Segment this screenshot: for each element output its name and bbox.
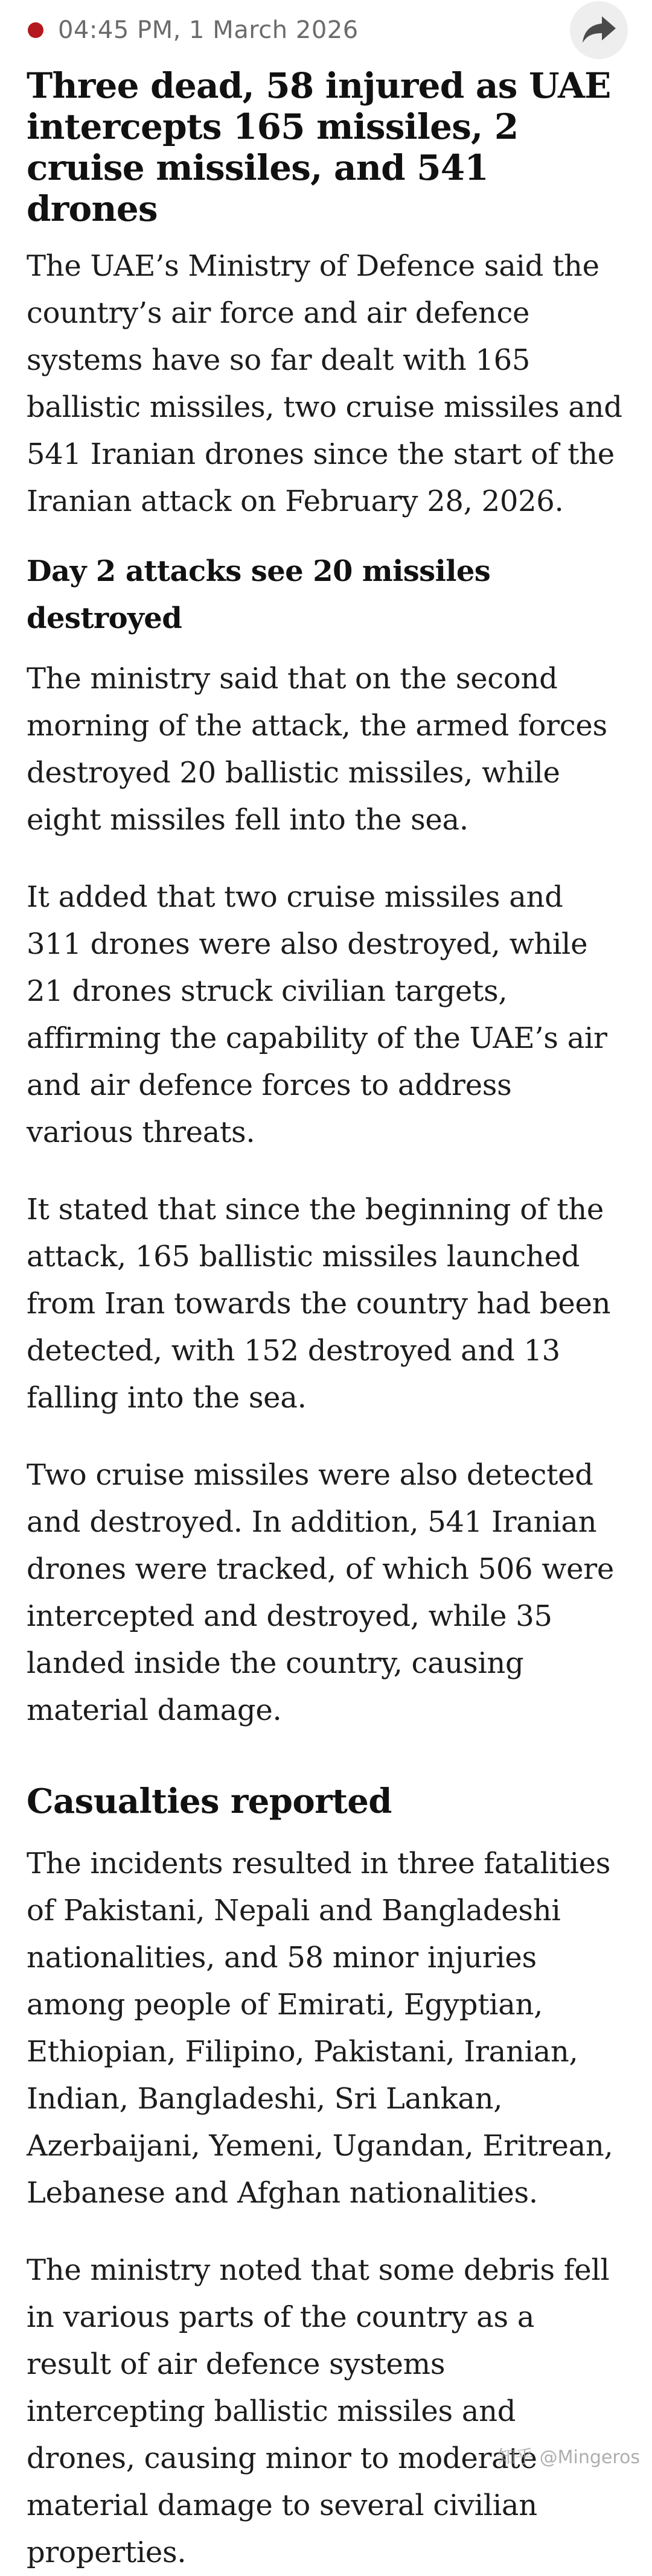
article-topbar: [27, 0, 625, 60]
article-paragraph-2: It added that two cruise missiles and 311 drones were also destroyed, while 21 drones struck civilian targets, affirming the capability of the UAE’s air and air defence forces to address various threats.: [27, 880, 607, 1149]
article-paragraph-4: Two cruise missiles were also detected and destroyed. In addition, 541 Iranian drones were tracked, of which 506 were intercepted and destroyed, while 35 landed inside the country, causing material damage.: [27, 1458, 614, 1727]
share-arrow-icon: [581, 15, 617, 45]
article-paragraph-3: It stated that since the beginning of the attack, 165 ballistic missiles launched from Iran towards the country had been detected, with 152 destroyed and 13 falling into the sea.: [27, 1193, 611, 1415]
article-paragraph-5: The incidents resulted in three fatalities of Pakistani, Nepali and Bangladeshi nationalities, and 58 minor injuries among people of Emirati, Egyptian, Ethiopian, Filipino, Pakistani, Iranian, Indian, Bangladeshi, Sri Lankan, Azerbaijani, Yemeni, Ugandan, Eritrean, Lebanese and Afghan nationalities.: [27, 1847, 613, 2210]
publish-timestamp: 04:45 PM, 1 March 2026: [58, 16, 359, 44]
article-paragraph-6: The ministry noted that some debris fell in various parts of the country as a result of air defence systems intercepting ballistic missiles and drones, causing minor to moderate material damage to several civilian properties.: [27, 2253, 610, 2569]
article-paragraph-1: The ministry said that on the second morning of the attack, the armed forces destroyed 20 ballistic missiles, while eight missiles fell into the sea.: [27, 662, 607, 837]
article-intro: The UAE’s Ministry of Defence said the country’s air force and air defence systems have so far dealt with 165 ballistic missiles, two cruise missiles and 541 Iranian drones since the start of the Iranian attack on February 28, 2026.: [27, 249, 622, 518]
watermark: 知乎 @Mingeros: [497, 2447, 640, 2468]
section-title-casualties: Casualties reported: [27, 1781, 392, 1821]
share-button[interactable]: [570, 1, 628, 59]
live-indicator-dot: [28, 22, 43, 38]
article-headline: Three dead, 58 injured as UAE intercepts 165 missiles, 2 cruise missiles, and 541 drones: [27, 65, 611, 229]
subhead-day2: Day 2 attacks see 20 missiles destroyed: [27, 554, 491, 635]
